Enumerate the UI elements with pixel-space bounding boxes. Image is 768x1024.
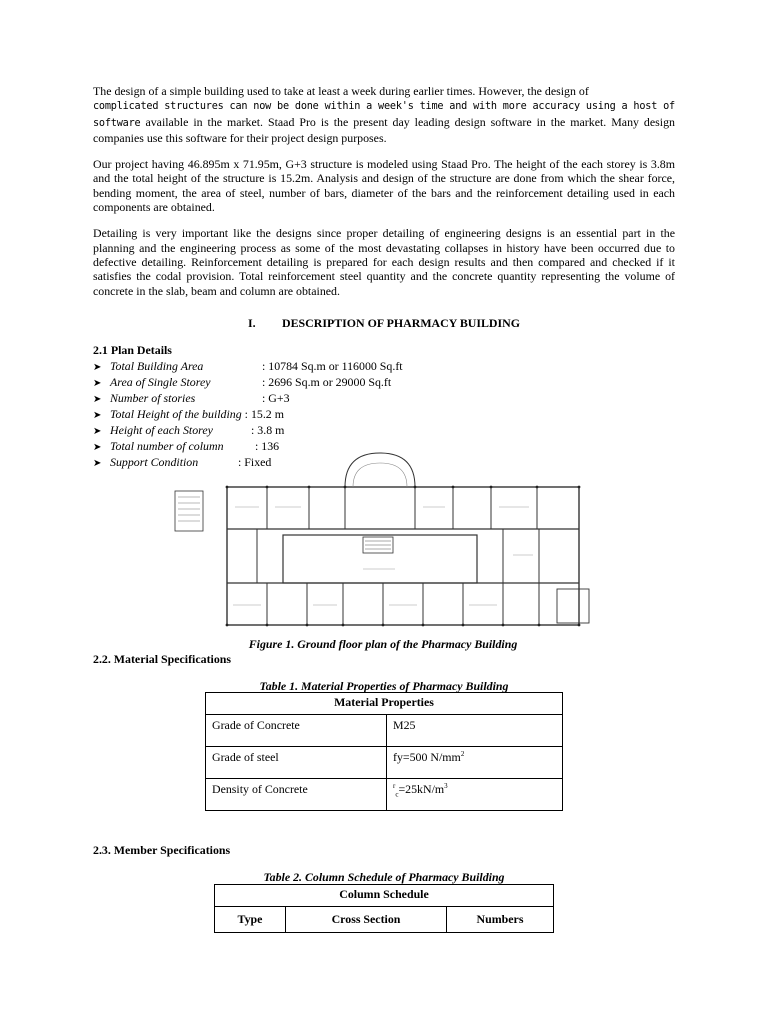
table-header: Column Schedule <box>215 885 554 907</box>
spec-label: Number of stories <box>110 390 196 405</box>
project-paragraph: Our project having 46.895m x 71.95m, G+3 structure is modeled using Staad Pro. The height of the each storey is 3.8m and the total height of the structure is 15.2m. Analysis and design of the structure are done from which the shear force, bending moment, the area of steel, number of bars, diameter of the bars and the reinforcement detailing used in each components are obtained. <box>93 157 675 215</box>
detailing-paragraph: Detailing is very important like the designs since proper detailing of engineering designs is an essential part in the planning and the engineering process as some of the most devastating collapses in history have been occurred due to defective detailing. Reinforcement detailing is prepared for each design results and then compared and checked if it satisfies the codal provision. Total reinforcement steel quantity and the concrete quantity representing the volume of concrete in the slab, beam and column are obtained. <box>93 226 675 298</box>
table-header-row <box>206 693 563 715</box>
spec-label: Area of Single Storey <box>110 374 211 389</box>
column-schedule-table <box>214 884 554 933</box>
section-number: I. <box>248 315 256 330</box>
list-item <box>93 423 675 439</box>
table-header-row <box>215 885 554 907</box>
spec-label: Support Condition <box>110 454 199 469</box>
table2-caption: Table 2. Column Schedule of Pharmacy Building <box>263 870 505 884</box>
floor-plan-drawing <box>173 449 593 629</box>
table-cell: M25 <box>387 715 563 747</box>
arrow-bullet-icon: ➤ <box>93 393 102 405</box>
table-row <box>206 779 563 811</box>
list-item <box>93 407 675 423</box>
spec-value: : 136 <box>255 438 280 453</box>
table-row <box>215 907 554 933</box>
column-header: Numbers <box>447 907 554 933</box>
column-header: Type <box>215 907 286 933</box>
steel-grade-value: fy=500 N/mm <box>393 750 461 764</box>
table-cell <box>387 747 563 779</box>
paper-page <box>93 84 675 471</box>
spec-value: : 10784 Sq.m or 116000 Sq.ft <box>262 358 403 373</box>
intro-line-1: The design of a simple building used to take at least a week during earlier times. However, the design of <box>93 84 589 98</box>
table-row <box>206 715 563 747</box>
intro-paragraph <box>93 84 675 145</box>
intro-line-2: complicated structures can now be done within a week's time and with more accuracy using a host of software <box>93 101 675 129</box>
member-heading: 2.3. Member Specifications <box>93 843 231 857</box>
table-cell: Density of Concrete <box>206 779 387 811</box>
arrow-bullet-icon: ➤ <box>93 409 102 421</box>
spec-label: Height of each Storey <box>110 422 213 437</box>
floor-plan-figure <box>173 449 593 629</box>
material-heading: 2.2. Material Specifications <box>93 652 232 666</box>
arrow-bullet-icon: ➤ <box>93 361 102 373</box>
table1-caption: Table 1. Material Properties of Pharmacy Building <box>259 679 509 693</box>
arrow-bullet-icon: ➤ <box>93 425 102 437</box>
arrow-bullet-icon: ➤ <box>93 441 102 453</box>
spec-value: : 3.8 m <box>251 422 285 437</box>
intro-rest: available in the market. Staad Pro is the present day leading design software in the market. Many design companies use this software for their project design purposes. <box>93 114 675 145</box>
superscript: 3 <box>444 782 448 791</box>
table-cell <box>387 779 563 811</box>
table-header: Material Properties <box>206 693 563 715</box>
list-item <box>93 359 675 375</box>
spec-value: : G+3 <box>262 390 290 405</box>
list-item <box>93 391 675 407</box>
gamma-symbol: r <box>393 782 396 791</box>
spec-value: : 15.2 m <box>244 406 284 421</box>
spec-value: : 2696 Sq.m or 29000 Sq.ft <box>262 374 392 389</box>
column-header: Cross Section <box>286 907 447 933</box>
spec-label: Total number of column <box>110 438 224 453</box>
superscript: 2 <box>460 750 465 759</box>
section-heading <box>93 316 675 331</box>
arrow-bullet-icon: ➤ <box>93 377 102 389</box>
plan-details-heading: 2.1 Plan Details <box>93 342 172 357</box>
section-title: DESCRIPTION OF PHARMACY BUILDING <box>282 315 520 330</box>
list-item <box>93 375 675 391</box>
arrow-bullet-icon: ➤ <box>93 457 102 469</box>
table-cell: Grade of steel <box>206 747 387 779</box>
spec-label: Total Height of the building <box>110 406 242 421</box>
subscript: c <box>395 790 399 799</box>
density-value: =25kN/m <box>398 782 445 796</box>
figure-caption: Figure 1. Ground floor plan of the Pharmacy Building <box>248 637 518 651</box>
table-row <box>206 747 563 779</box>
spec-label: Total Building Area <box>110 358 204 373</box>
spec-value: : Fixed <box>238 454 272 469</box>
material-properties-table <box>205 692 563 811</box>
table-cell: Grade of Concrete <box>206 715 387 747</box>
